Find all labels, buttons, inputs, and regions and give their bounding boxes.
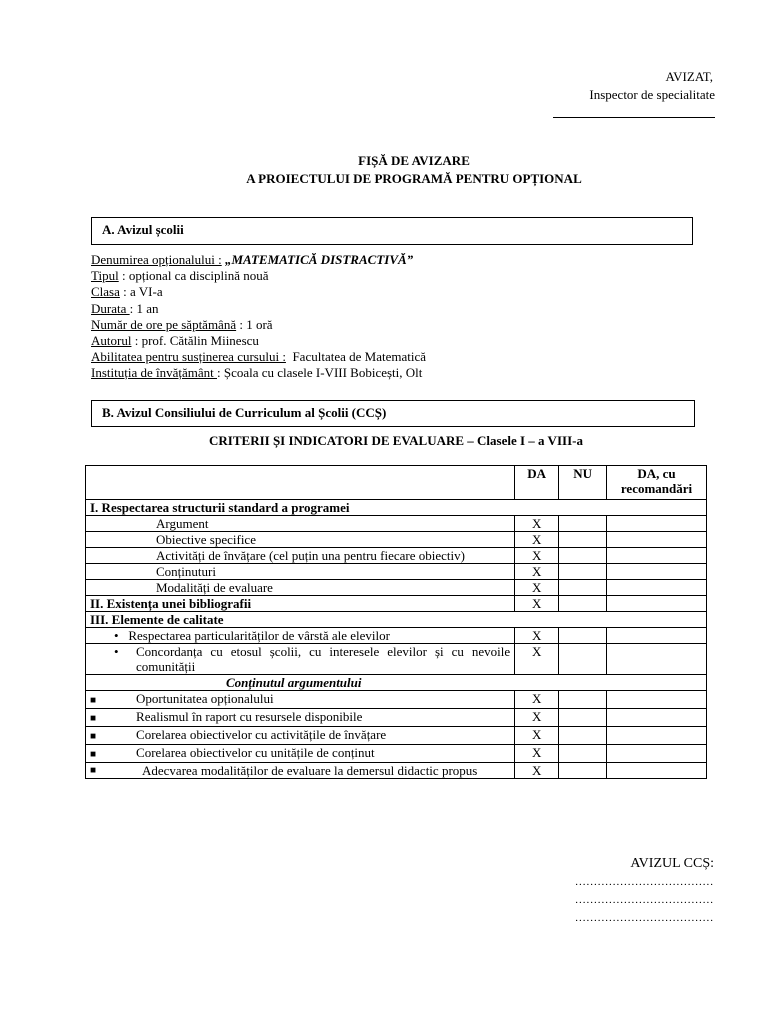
nu-cell (559, 691, 607, 709)
table-row (86, 564, 707, 580)
table-row (86, 745, 707, 763)
table-row (86, 596, 707, 612)
criteria-cell (86, 727, 515, 745)
nu-cell (559, 727, 607, 745)
square-bullet-icon: ■ (90, 713, 97, 724)
field-value: : Școala cu clasele I-VIII Bobicești, Olt (217, 365, 423, 381)
da-cell: X (515, 580, 559, 596)
rec-cell (607, 548, 707, 564)
rec-cell (607, 727, 707, 745)
signature-dots-1: ..................................... (575, 876, 714, 888)
nu-cell (559, 709, 607, 727)
section-a-heading: A. Avizul școlii (91, 217, 693, 245)
criteria-cell: Argument (86, 516, 515, 532)
field-denumire (91, 252, 711, 268)
criteria-text: Realismul în raport cu resursele disponibile (136, 709, 363, 724)
signature-dots-3: ..................................... (575, 912, 714, 924)
da-cell: X (515, 516, 559, 532)
table-row (86, 532, 707, 548)
rec-cell (607, 745, 707, 763)
rec-cell (607, 691, 707, 709)
table-row (86, 628, 707, 644)
rec-cell (607, 644, 707, 675)
da-cell: X (515, 548, 559, 564)
square-bullet-icon: ■ (90, 731, 97, 742)
rec-cell (607, 763, 707, 779)
criteria-text: Corelarea obiectivelor cu activitățile de învățare (136, 727, 387, 742)
nu-cell (559, 532, 607, 548)
criteria-table (85, 465, 707, 779)
approval-label: AVIZAT, (665, 69, 713, 84)
field-value: : 1 an (129, 300, 159, 316)
da-cell: X (515, 532, 559, 548)
header-recommendations: DA, cu recomandări (607, 466, 707, 500)
table-row (86, 763, 707, 779)
field-value: „MATEMATICĂ DISTRACTIVĂ” (221, 252, 414, 267)
nu-cell (559, 548, 607, 564)
section-row: II. Existența unei bibliografii (86, 596, 515, 612)
field-label: Durata (91, 300, 130, 316)
criteria-title: CRITERII ȘI INDICATORI DE EVALUARE – Clasele I – a VIII-a (209, 433, 583, 448)
signature-line (553, 117, 715, 118)
header-da: DA (515, 466, 559, 500)
nu-cell (559, 580, 607, 596)
criteria-cell (86, 628, 515, 644)
ccs-approval-label: AVIZUL CCȘ: (630, 856, 714, 871)
bullet-icon: • (114, 628, 119, 643)
square-bullet-icon: ■ (90, 765, 97, 776)
section-a-fields (91, 252, 711, 382)
table-row (86, 548, 707, 564)
section-row: III. Elemente de calitate (86, 612, 707, 628)
criteria-cell: Modalități de evaluare (86, 580, 515, 596)
rec-cell (607, 628, 707, 644)
field-abilitatea (91, 349, 711, 365)
nu-cell (559, 628, 607, 644)
rec-cell (607, 596, 707, 612)
field-label: Autorul (91, 333, 132, 349)
field-autorul (91, 333, 711, 349)
field-tipul (91, 268, 711, 284)
nu-cell (559, 763, 607, 779)
table-row (86, 691, 707, 709)
field-value: : 1 oră (236, 316, 273, 332)
nu-cell (559, 644, 607, 675)
da-cell: X (515, 596, 559, 612)
page-title: FIȘĂ DE AVIZARE (358, 153, 470, 168)
field-ore (91, 317, 711, 333)
criteria-cell: Conținuturi (86, 564, 515, 580)
da-cell: X (515, 745, 559, 763)
field-value: : a VI-a (119, 284, 163, 300)
table-row (86, 612, 707, 628)
field-label: Denumirea opționalului : (91, 252, 222, 267)
nu-cell (559, 745, 607, 763)
criteria-text: Concordanța cu etosul școlii, cu interesele elevilor și cu nevoile comunității (136, 644, 511, 674)
rec-cell (607, 564, 707, 580)
field-value: : opțional ca disciplină nouă (118, 268, 269, 284)
header-criteria-cell (86, 466, 515, 500)
field-label: Abilitatea pentru susținerea cursului : (91, 349, 286, 365)
signature-dots-2: ..................................... (575, 894, 714, 906)
section-b-heading: B. Avizul Consiliului de Curriculum al Școlii (CCȘ) (91, 400, 695, 427)
table-row (86, 580, 707, 596)
criteria-text: Respectarea particularităților de vârstă ale elevilor (128, 628, 390, 643)
field-institutia (91, 365, 711, 381)
table-row (86, 727, 707, 745)
criteria-cell (86, 745, 515, 763)
nu-cell (559, 596, 607, 612)
nu-cell (559, 516, 607, 532)
criteria-text: Oportunitatea opționalului (136, 691, 274, 706)
header-nu: NU (559, 466, 607, 500)
criteria-text: Corelarea obiectivelor cu unitățile de conținut (136, 745, 375, 760)
subheading-row: Conținutul argumentului (86, 675, 707, 691)
criteria-cell (86, 709, 515, 727)
field-label: Instituția de învățământ (91, 365, 217, 381)
criteria-cell (86, 763, 515, 779)
da-cell: X (515, 644, 559, 675)
square-bullet-icon: ■ (90, 695, 97, 706)
inspector-role: Inspector de specialitate (589, 87, 715, 102)
rec-cell (607, 580, 707, 596)
table-row (86, 675, 707, 691)
table-row (86, 500, 707, 516)
field-label: Clasa (91, 284, 120, 300)
field-clasa (91, 284, 711, 300)
field-label: Număr de ore pe săptămână (91, 316, 237, 332)
da-cell: X (515, 628, 559, 644)
da-cell: X (515, 763, 559, 779)
criteria-text: Adecvarea modalităților de evaluare la demersul didactic propus (142, 763, 478, 778)
nu-cell (559, 564, 607, 580)
field-label: Tipul (91, 268, 119, 284)
rec-cell (607, 532, 707, 548)
da-cell: X (515, 564, 559, 580)
field-value: Facultatea de Matematică (285, 349, 426, 365)
bullet-icon: • (114, 644, 119, 659)
rec-cell (607, 516, 707, 532)
criteria-cell (86, 691, 515, 709)
table-header-row (86, 466, 707, 500)
page-subtitle: A PROIECTULUI DE PROGRAMĂ PENTRU OPȚIONAL (246, 171, 582, 186)
da-cell: X (515, 691, 559, 709)
table-row (86, 516, 707, 532)
table-row (86, 709, 707, 727)
section-row: I. Respectarea structurii standard a programei (86, 500, 707, 516)
rec-cell (607, 709, 707, 727)
square-bullet-icon: ■ (90, 749, 97, 760)
da-cell: X (515, 709, 559, 727)
criteria-cell: Activități de învățare (cel puțin una pentru fiecare obiectiv) (86, 548, 515, 564)
field-durata (91, 301, 711, 317)
field-value: : prof. Cătălin Miinescu (131, 333, 259, 349)
criteria-cell (86, 644, 515, 675)
table-row (86, 644, 707, 675)
criteria-cell: Obiective specifice (86, 532, 515, 548)
da-cell: X (515, 727, 559, 745)
